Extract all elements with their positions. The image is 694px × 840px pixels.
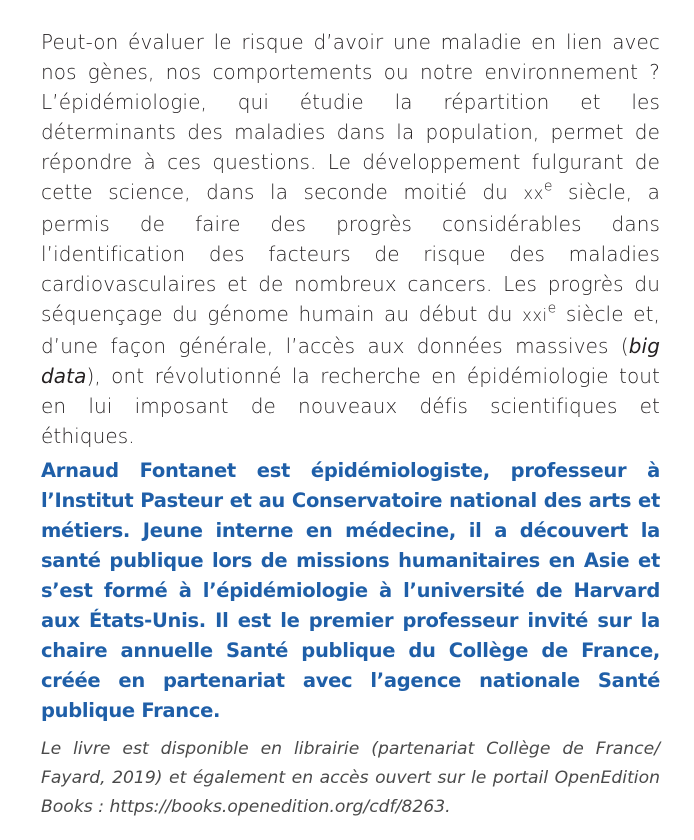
intro-text-part-2: siècle, a permis de faire des progrès considérables dans l’identification des facteurs de risque des maladies cardiovasculaires et de nombreux cancers. Les progrès du séquençage du génome humain au début du: [41, 180, 661, 326]
century-20-numeral: xx: [523, 184, 544, 203]
availability-note: Le livre est disponible en librairie (partenariat Collège de France/ Fayard, 2019) et également en accès ouvert sur le portail OpenEdition Books : https://books.openedition.org/cdf/8263.: [41, 739, 660, 817]
century-21-numeral: xxi: [522, 306, 548, 325]
intro-paragraph: [41, 27, 660, 451]
back-cover-text: [41, 27, 660, 822]
intro-text-part-3: siècle et, d’une façon générale, l’accès aux données massives (: [41, 302, 660, 358]
century-20-superscript: e: [543, 178, 553, 195]
intro-text-part-4: ), ont révolutionné la recherche en épidémiologie tout en lui imposant de nouveaux défis scientifiques et éthiques.: [41, 364, 660, 448]
author-bio-paragraph: Arnaud Fontanet est épidémiologiste, professeur à l’Institut Pasteur et au Conservatoire national des arts et métiers. Jeune interne en médecine, il a découvert la santé publique lors de missions humanitaires en Asie et s’est formé à l’épidémiologie à l’université de Harvard aux États-Unis. Il est le premier professeur invité sur la chaire annuelle Santé publique du Collège de France, créée en partenariat avec l’agence nationale Santé publique France.: [41, 459, 660, 722]
big-data-term: big data: [41, 334, 660, 388]
century-21-superscript: e: [547, 300, 557, 317]
intro-text-part-1: Peut-on évaluer le risque d’avoir une maladie en lien avec nos gènes, nos comportements ou notre environnement ? L’épidémiologie, qui étudie la répartition et les déterminants des maladies dans la population, permet de répondre à ces questions. Le développement fulgurant de cette science, dans la seconde moitié du: [41, 30, 660, 204]
